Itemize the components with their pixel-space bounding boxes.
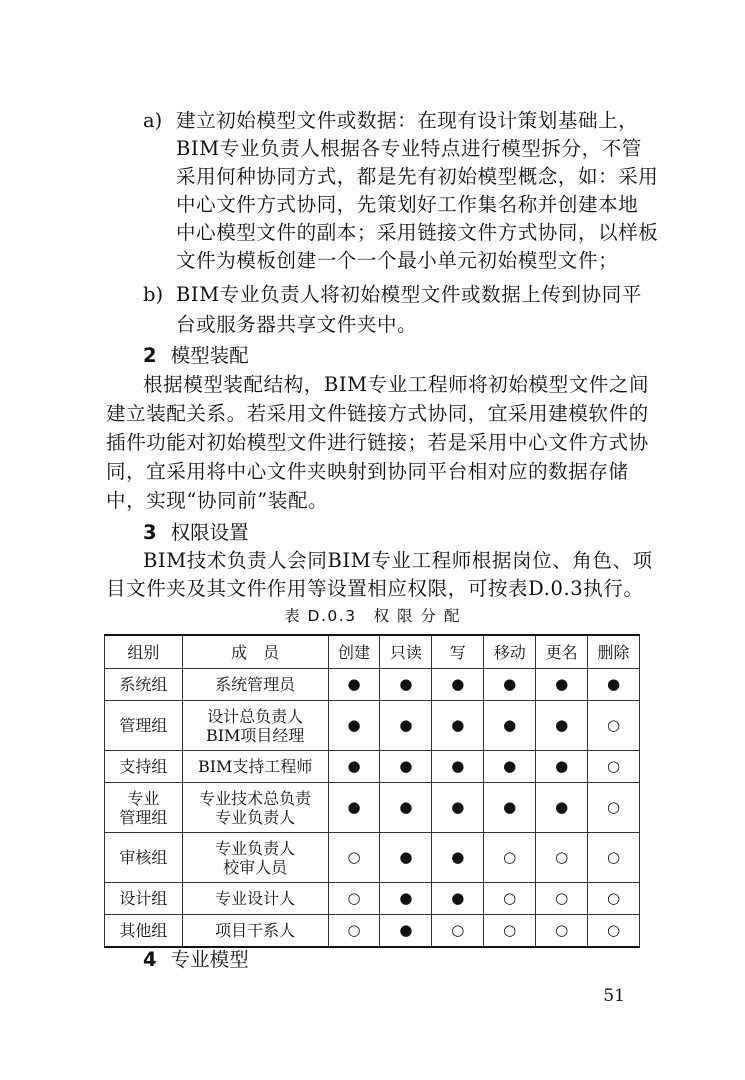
permission-mark: ● [536, 783, 588, 833]
item-a-line-1: 建立初始模型文件或数据：在现有设计策划基础上， [176, 109, 639, 132]
members-cell: BIM支持工程师 [182, 751, 328, 783]
item-a-line-2: BIM专业负责人根据各专业特点进行模型拆分，不管 [176, 137, 642, 160]
permission-mark: ● [432, 669, 484, 701]
permission-mark: ● [380, 701, 432, 751]
section-2-line-4: 同，宜采用将中心文件夹映射到协同平台相对应的数据存储 [106, 460, 629, 483]
item-b-line-2: 台或服务器共享文件夹中。 [176, 313, 418, 336]
header-move: 移动 [484, 635, 536, 669]
section-2-line-1: 根据模型装配结构，BIM专业工程师将初始模型文件之间 [143, 373, 650, 396]
section-4-title: 专业模型 [170, 948, 249, 971]
section-3-heading [143, 518, 249, 548]
permission-mark: ● [328, 701, 380, 751]
permission-mark: ○ [328, 833, 380, 883]
permission-table [104, 634, 640, 948]
group-cell: 审核组 [105, 833, 183, 883]
table-row [105, 833, 640, 883]
section-2-line-5: 中，实现“协同前”装配。 [106, 489, 329, 512]
permission-mark: ● [432, 751, 484, 783]
table-row [105, 783, 640, 833]
permission-mark: ● [328, 751, 380, 783]
header-write: 写 [432, 635, 484, 669]
permission-mark: ○ [536, 883, 588, 915]
permission-mark: ○ [432, 915, 484, 947]
section-3-line-1: BIM技术负责人会同BIM专业工程师根据岗位、角色、项 [143, 549, 653, 572]
item-b-line-1: BIM专业负责人将初始模型文件或数据上传到协同平 [176, 283, 642, 306]
permission-mark: ○ [588, 883, 640, 915]
permission-mark: ● [536, 751, 588, 783]
section-4-heading [143, 945, 249, 975]
permission-mark: ● [432, 883, 484, 915]
members-cell: 设计总负责人 BIM项目经理 [182, 701, 328, 751]
permission-mark: ● [328, 783, 380, 833]
group-cell: 支持组 [105, 751, 183, 783]
header-read-only: 只读 [380, 635, 432, 669]
permission-mark: ○ [588, 783, 640, 833]
permission-mark: ● [484, 701, 536, 751]
group-cell: 系统组 [105, 669, 183, 701]
item-a-label: a) [143, 109, 163, 132]
section-3-number: 3 [143, 521, 157, 544]
permission-mark: ● [536, 701, 588, 751]
section-2-number: 2 [143, 344, 157, 367]
permission-mark: ● [380, 833, 432, 883]
section-2-title: 模型装配 [170, 344, 249, 367]
permission-mark: ● [484, 783, 536, 833]
permission-mark: ○ [484, 883, 536, 915]
header-delete: 删除 [588, 635, 640, 669]
permission-mark: ○ [536, 833, 588, 883]
table-row [105, 701, 640, 751]
item-a-line-4: 中心文件方式协同，先策划好工作集名称并创建本地 [176, 193, 639, 216]
members-cell: 专业设计人 [182, 883, 328, 915]
group-cell: 专业 管理组 [105, 783, 183, 833]
permission-mark: ○ [588, 915, 640, 947]
section-2-line-2: 建立装配关系。若采用文件链接方式协同，宜采用建模软件的 [106, 402, 649, 425]
permission-mark: ● [432, 783, 484, 833]
permission-mark: ○ [328, 915, 380, 947]
permission-mark: ● [588, 669, 640, 701]
group-cell: 其他组 [105, 915, 183, 947]
permission-mark: ● [380, 751, 432, 783]
table-row [105, 883, 640, 915]
header-members: 成 员 [182, 635, 328, 669]
permission-mark: ○ [588, 751, 640, 783]
permission-mark: ● [380, 915, 432, 947]
section-3-title: 权限设置 [170, 521, 249, 544]
permission-mark: ● [380, 883, 432, 915]
table-row [105, 751, 640, 783]
section-2-line-3: 插件功能对初始模型文件进行链接；若是采用中心文件方式协 [106, 431, 649, 454]
group-cell: 管理组 [105, 701, 183, 751]
table-caption: 表 D.0.3 权 限 分 配 [284, 607, 461, 625]
permission-mark: ● [536, 669, 588, 701]
permission-mark: ● [380, 783, 432, 833]
members-cell: 专业负责人 校审人员 [182, 833, 328, 883]
section-2-heading [143, 341, 249, 371]
page-number: 51 [603, 986, 625, 1006]
permission-mark: ○ [588, 701, 640, 751]
permission-mark: ● [484, 669, 536, 701]
permission-mark: ● [432, 833, 484, 883]
item-a-line-3: 采用何种协同方式，都是先有初始模型概念，如：采用 [176, 165, 659, 188]
item-b-label: b) [143, 283, 164, 306]
header-rename: 更名 [536, 635, 588, 669]
permission-mark: ● [328, 669, 380, 701]
permission-mark: ● [432, 701, 484, 751]
permission-mark: ● [380, 669, 432, 701]
permission-mark: ○ [484, 915, 536, 947]
item-a-line-5: 中心模型文件的副本；采用链接文件方式协同，以样板 [176, 221, 659, 244]
table-row [105, 669, 640, 701]
table-header-row [105, 635, 640, 669]
members-cell: 项目干系人 [182, 915, 328, 947]
permission-mark: ○ [484, 833, 536, 883]
members-cell: 系统管理员 [182, 669, 328, 701]
permission-mark: ○ [588, 833, 640, 883]
permission-mark: ○ [328, 883, 380, 915]
permission-mark: ● [484, 751, 536, 783]
table-row [105, 915, 640, 947]
permission-mark: ○ [536, 915, 588, 947]
header-create: 创建 [328, 635, 380, 669]
item-a-line-6: 文件为模板创建一个一个最小单元初始模型文件； [176, 249, 619, 272]
section-4-number: 4 [143, 948, 157, 971]
members-cell: 专业技术总负责 专业负责人 [182, 783, 328, 833]
header-group: 组别 [105, 635, 183, 669]
section-3-line-2: 目文件夹及其文件作用等设置相应权限，可按表D.0.3执行。 [106, 577, 644, 600]
group-cell: 设计组 [105, 883, 183, 915]
